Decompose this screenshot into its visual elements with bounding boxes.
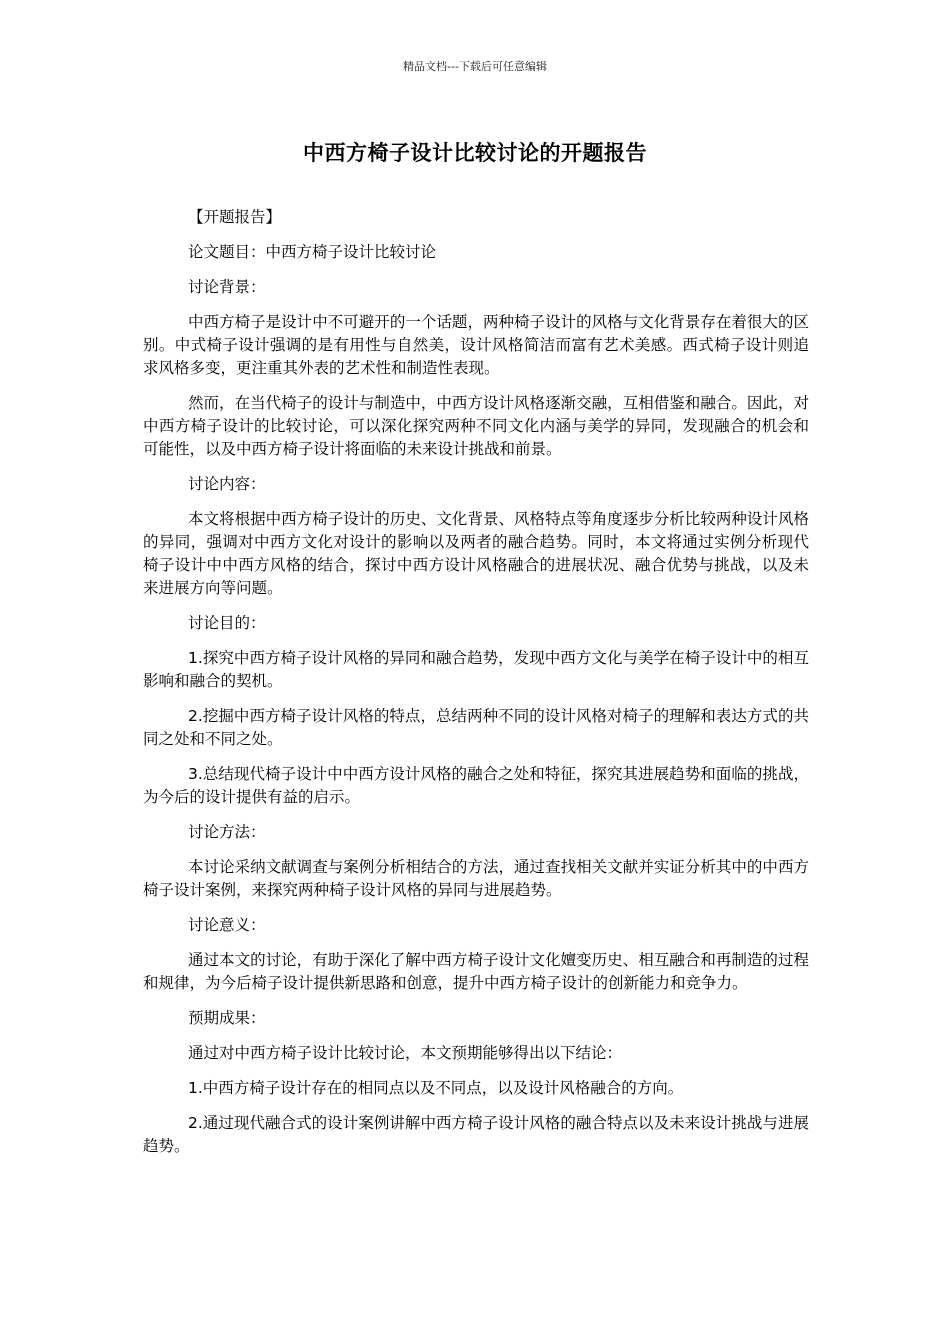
- header-note: 精品文档---下载后可任意编辑: [403, 60, 547, 73]
- thesis-title: 论文题目：中西方椅子设计比较讨论: [188, 243, 437, 261]
- heading-expected-results: 预期成果：: [188, 1009, 266, 1027]
- expected-item-1: 1.中西方椅子设计存在的相同点以及不同点，以及设计风格融合的方向。: [188, 1079, 684, 1097]
- purpose-item-3: 3.总结现代椅子设计中中西方设计风格的融合之处和特征，探究其进展趋势和面临的挑战，为今后的设计提供有益的启示。: [143, 765, 809, 806]
- paragraph-background-1: 中西方椅子是设计中不可避开的一个话题，两种椅子设计的风格与文化背景存在着很大的区别。中式椅子设计强调的是有用性与自然美，设计风格简洁而富有艺术美感。西式椅子设计则追求风格多变，更注重其外表的艺术性和制造性表现。: [143, 313, 809, 377]
- heading-content: 讨论内容：: [188, 475, 266, 493]
- paragraph-significance: 通过本文的讨论，有助于深化了解中西方椅子设计文化嬗变历史、相互融合和再制造的过程和规律，为今后椅子设计提供新思路和创意，提升中西方椅子设计的创新能力和竞争力。: [143, 951, 809, 992]
- heading-purpose: 讨论目的：: [188, 614, 266, 632]
- document-title: 中西方椅子设计比较讨论的开题报告: [303, 141, 647, 165]
- document-body: [143, 206, 809, 1170]
- heading-method: 讨论方法：: [188, 823, 266, 841]
- paragraph-method: 本讨论采纳文献调查与案例分析相结合的方法，通过查找相关文献并实证分析其中的中西方椅子设计案例，来探究两种椅子设计风格的异同与进展趋势。: [143, 858, 809, 899]
- paragraph-content: 本文将根据中西方椅子设计的历史、文化背景、风格特点等角度逐步分析比较两种设计风格的异同，强调对中西方文化对设计的影响以及两者的融合趋势。同时，本文将通过实例分析现代椅子设计中中西方风格的结合，探讨中西方设计风格融合的进展状况、融合优势与挑战，以及未来进展方向等问题。: [143, 510, 809, 597]
- paragraph-expected-intro: 通过对中西方椅子设计比较讨论，本文预期能够得出以下结论：: [188, 1044, 623, 1062]
- expected-item-2: 2.通过现代融合式的设计案例讲解中西方椅子设计风格的融合特点以及未来设计挑战与进展趋势。: [143, 1114, 809, 1155]
- paragraph-background-2: 然而，在当代椅子的设计与制造中，中西方设计风格逐渐交融，互相借鉴和融合。因此，对中西方椅子设计的比较讨论，可以深化探究两种不同文化内涵与美学的异同，发现融合的机会和可能性，以及中西方椅子设计将面临的未来设计挑战和前景。: [143, 394, 809, 458]
- purpose-item-2: 2.挖掘中西方椅子设计风格的特点，总结两种不同的设计风格对椅子的理解和表达方式的共同之处和不同之处。: [143, 707, 809, 748]
- heading-background: 讨论背景：: [188, 278, 266, 296]
- purpose-item-1: 1.探究中西方椅子设计风格的异同和融合趋势，发现中西方文化与美学在椅子设计中的相互影响和融合的契机。: [143, 649, 809, 690]
- heading-significance: 讨论意义：: [188, 916, 266, 934]
- section-label-report: 【开题报告】: [188, 208, 282, 226]
